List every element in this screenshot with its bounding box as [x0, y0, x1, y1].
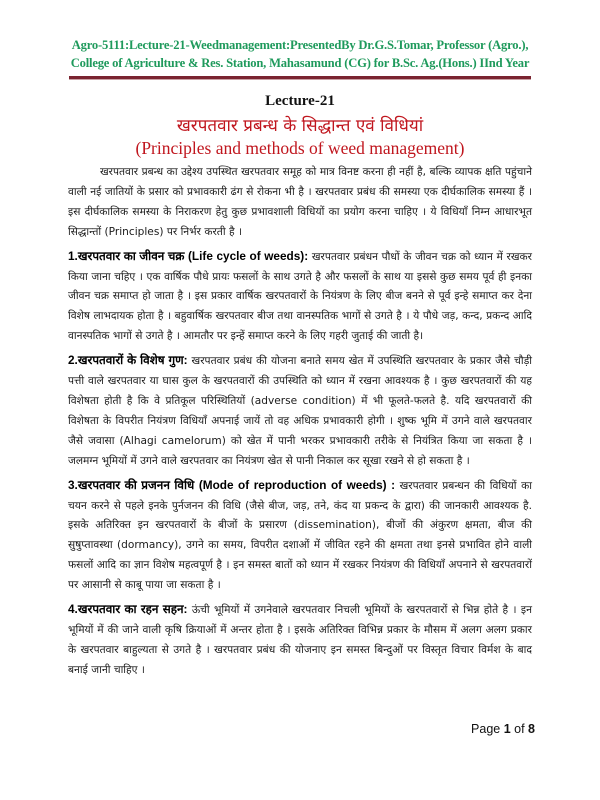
page-of: of	[510, 722, 529, 736]
section-habitat	[68, 600, 532, 681]
section-text: खरपतवार प्रबंध की योजना बनाते समय खेत में उपस्थिति खरपतवार के प्रकार जैसे चौड़ी पत्ती वाले खरपतवार या घास कुल के खरपतवारों की उपस्थिति को ध्यान में रखना आवश्यक है । कुछ खरपतवारों की यह विशेषता होती है कि वे प्रतिकूल परिस्थितियों (adverse condition) में भी फूलते-फलते है. यदि खरपतवारों की विशेषता के विपरीत नियंत्रण विधियाँ अपनाई जायें तो वह अधिक प्रभावकारी होगी । शुष्क भूमि में उगने वाले खरपतवार जैसे जवासा (Alhagi camelorum) को खेत में पानी भरकर प्रभावकारी तरीके से नियंत्रित किया जा सकता है । जलमग्न भूमियों में उगने वाले खरपतवार का नियंत्रण खेत से पानी निकाल कर सूखा रखने से हो सकता है ।	[68, 355, 532, 467]
document-body	[68, 163, 532, 685]
page-number	[455, 722, 535, 736]
section-special-traits	[68, 351, 532, 471]
section-reproduction	[68, 476, 532, 596]
header-divider	[69, 76, 531, 80]
section-heading: 4.खरपतवार का रहन सहन:	[68, 602, 188, 617]
page-total: 8	[528, 722, 535, 736]
running-header	[60, 36, 540, 72]
section-heading: 3.खरपतवार की प्रजनन विधि (Mode of reproduction of weeds) :	[68, 477, 396, 492]
title-english: (Principles and methods of weed management)	[135, 138, 465, 158]
page-current: 1	[503, 722, 511, 736]
section-heading: 1.खरपतवार का जीवन चक्र (Life cycle of weeds):	[68, 248, 309, 263]
header-line-2: College of Agriculture & Res. Station, Mahasamund (CG) for B.Sc. Ag.(Hons.) IInd Year	[70, 56, 530, 70]
page-prefix: Page	[471, 722, 504, 736]
section-life-cycle	[68, 247, 532, 348]
section-text: खरपतवार प्रबंधन पौधों के जीवन चक्र को ध्यान में रखकर किया जाना चहिए । एक वार्षिक पौधे प्रायः फसलों के साथ उगते है और फसलों के साथ या इससे कुछ समय पूर्व ही इनका जीवन चक्र समाप्त हो जाता है । इस प्रकार वार्षिक खरपतवारों के नियंत्रण के लिए बीज बनने से पूर्व इन्हे समाप्त कर देना विशेष लाभदायक होता है । बहुवार्षिक खरपतवार बीज तथा वानस्पतिक भागों से उगते है । ये पौधे जड़, कन्द, प्रकन्द आदि वानस्पतिक भागों से उगते है । आमतौर पर इन्हें समाप्त करने के लिए गहरी जुताई की जाती है।	[68, 250, 532, 343]
section-text: ऊंची भूमियों में उगनेवाले खरपतवार निचली भूमियों के खरपतवारों से भिन्न होते है । इन भूमियों में की जाने वाली कृषि क्रियाओं में अन्तर होता है । इसके अतिरिक्त विभिन्न प्रकार के मौसम में अलग अलग प्रकार के खरपतवार बाहुल्यता से उगते है । खरपतवार प्रबंध की योजनाए इन समस्त बिन्दुओं पर विस्तृत विचार विर्मश के बाद बनाई जानी चाहिए ।	[68, 604, 532, 676]
section-heading: 2.खरपतवारों के विशेष गुण:	[68, 353, 188, 368]
header-line-1: Agro-5111:Lecture-21-Weedmanagement:PresentedBy Dr.G.S.Tomar, Professor (Agro.),	[71, 38, 529, 52]
lecture-number: Lecture-21	[265, 93, 335, 109]
intro-paragraph: खरपतवार प्रबन्ध का उद्देश्य उपस्थित खरपतवार समूह को मात्र विनष्ट करना ही नहीं है, बल्कि व्यापक क्षति पहुंचाने वाली नई जातियों के प्रसार को प्रभावकारी ढंग से रोकना भी है । खरपतवार प्रबंध की समस्या एक दीर्घकालिक समस्या हैं । इस दीर्घकालिक समस्या के निराकरण हेतु कुछ प्रभावशाली विधियों का प्रयोग करना चाहिए । ये विधियाँ निम्न आधारभूत सिद्धान्तों (Principles) पर निर्भर करती है ।	[68, 166, 532, 238]
title-hindi: खरपतवार प्रबन्ध के सिद्धान्त एवं विधियां	[176, 116, 424, 136]
section-text: खरपतवार प्रबन्धन की विधियों का चयन करने से पहले इनके पुर्नजनन की विधि (जैसे बीज, जड़, तने, कंद या प्रकन्द के द्वारा) की जानकारी आवश्यक है. इसके अतिरिक्त इन खरपतवारों के बीजों के प्रसारण (dissemination), बीजों की अंकुरण क्षमता, बीज की सुषुप्तावस्था (dormancy), उगने का समय, विपरीत दशाओं में जीवित रहने की क्षमता तथा इनसे प्रभावित होने वाली फसलों आदि का ज्ञान विशेष महत्वपूर्ण है । इन समस्त बातों को ध्यान में रखकर नियंत्रण की विधियाँ अपनाने से खरपतवारों पर आसानी से काबू पाया जा सकता है ।	[68, 479, 532, 592]
